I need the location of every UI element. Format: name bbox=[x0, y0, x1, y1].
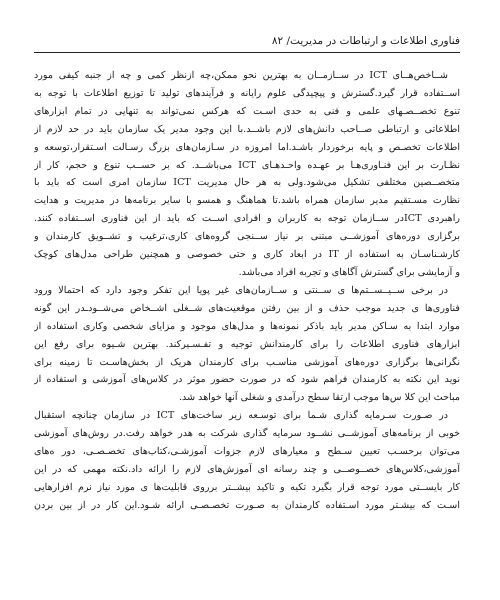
text-line: کار بایســتی مورد توجه قرار بگیرد تکیه و تاکید بیشــتر برروی قابلیت‌ها ی مورد نیاز نرم افزارهایی bbox=[34, 481, 460, 493]
text-line: نظارت مسـتقیم مدیر سازمان همراه باشد.تا هماهنگ و همسو با سایر برنامه‌ها در مدیریت و هدایت bbox=[34, 195, 460, 207]
paragraph bbox=[34, 282, 460, 407]
body-text bbox=[34, 67, 460, 515]
text-line: نوید این نکته به کارمندان فراهم شود که در صورت حضور موثر در کلاس‌های آموزشی و استفاده از bbox=[34, 374, 460, 386]
text-line: شــاخص‌هــای ICT در ســازمــان به بهترین نحو ممکن،چه ازنظر کمی و چه از جنبه کیفی مورد bbox=[34, 70, 448, 81]
text-line: ابزارهای فناوری اطلاعات را برای کارمندانش توجیه و تفـسـیرکند. بهترین شـیوه برای رفع این bbox=[34, 338, 460, 350]
text-line: اطلاعات تخصـص و پایه برخوردار باشـد.اما امروزه در سـازمان‌های بزرگ رسـالت اسـتقرار،توسعه و bbox=[34, 141, 460, 153]
header-rule bbox=[34, 52, 460, 53]
text-line: تنوع تخصــصـهای علمی و فنی به حدی اسـت که هرکس نمی‌تواند به تنهایی در تمام ابزارهای bbox=[34, 105, 460, 117]
text-line: در برخی ســیــســتم‌ها ی ســنتی و ســازمان‌های غیر پویا این تفکر وجود دارد که احتمالا ورود bbox=[34, 284, 448, 296]
text-line: موارد ابتدا به سـاکن مدیر باید باذکر نمونه‌ها و مدل‌های موجود و مزایای شخصی وکاری استفاده از bbox=[34, 320, 460, 332]
text-line: راهبردی ICTدر ســازمان توجه به کاربران و افرادی اســت که باید از این فناوری اســتفاده کنند. bbox=[34, 213, 460, 225]
text-line: فناوری‌ها ی جدید موجب حذف و از بین رفتن موقعیت‌های شــغلی اشــخاص می‌شــودـدر این گونه bbox=[34, 302, 460, 314]
text-line: در صـورت سـرمایه گذاری شـما برای توسـعه زیر ساخت‌های ICT در سازمان چنانچه استقبال bbox=[34, 410, 448, 422]
text-line: نگرانی‌ها برگزاری دوره‌های آموزشی مناسـب برای کارمندان هریک از بخش‌هاسـت تا زمینه برای bbox=[34, 356, 460, 368]
running-head: فناوری اطلاعات و ارتباطات در مدیریت/ ۸۲ bbox=[271, 35, 460, 47]
paragraph bbox=[34, 67, 460, 282]
text-line: نظـارت بر این فنـاوری‌هـا بر عهـده واحـدهـای ICT می‌باشــد. که بر حســب تنوع و حجم، کار از bbox=[34, 159, 460, 171]
text-line: خوبی از برنامه‌های آموزشــی نشــود سرمایه گذاری شرکت به هدر خواهد رفت.در روش‌های آموزشی bbox=[34, 428, 460, 440]
paragraph bbox=[34, 407, 460, 514]
text-line: متخصــصین مختلفی تشکیل می‌شود.ولی به هر حال مدیریت ICT سازمان امری است که باید با bbox=[34, 177, 460, 189]
text-line: و آزمایشی برای گسترش آگاهای و تجربه افراد می‌باشد. bbox=[238, 266, 460, 278]
text-line: برگزاری دوره‌های آموزشــی مبتنی بر نیاز ســنجی گروه‌های کاری،ترغیب و تشــویق کارمندان و bbox=[34, 231, 460, 243]
text-line: مباحث این کلا س‌ها موجب ارتقا سطح درآمدی و شغلی آنها خواهد شد. bbox=[179, 392, 460, 404]
text-line: اطلاعاتی و ارتباطی صــاحب دانش‌های لازم باشــد.با این وجود مدیر یک سازمان باید در حد لازم از bbox=[34, 123, 460, 135]
text-line: می‌توان برحسـب تعیین سـطح و معیارهای لازم جزوات آموزشـی،کتاب‌های تخصـصـی، دور ه‌های bbox=[34, 446, 460, 458]
text-line: اسـت که بیشـتر مورد اسـتفاده کارمندان به صـورت تخصـصـی ارائه شـود.این کار در از بین بردن bbox=[34, 499, 460, 511]
text-line: آموزشی،کلاس‌های خصــوصــی و چند رسانه ای آموزش‌های لازم را ارائه داد.نکته مهمی که در این bbox=[34, 463, 460, 475]
text-line: اســتفاده قرار گیرد.گسترش و پیچیدگی علوم رایانه و فرآیندهای تولید تا توزیع اطلاعات با توجه به bbox=[34, 87, 460, 99]
text-line: کارشـناسـان به استفاده از IT در ابعاد کاری و حتی خصوصی و همچنین طراحی مدل‌های کوچک bbox=[34, 249, 460, 261]
